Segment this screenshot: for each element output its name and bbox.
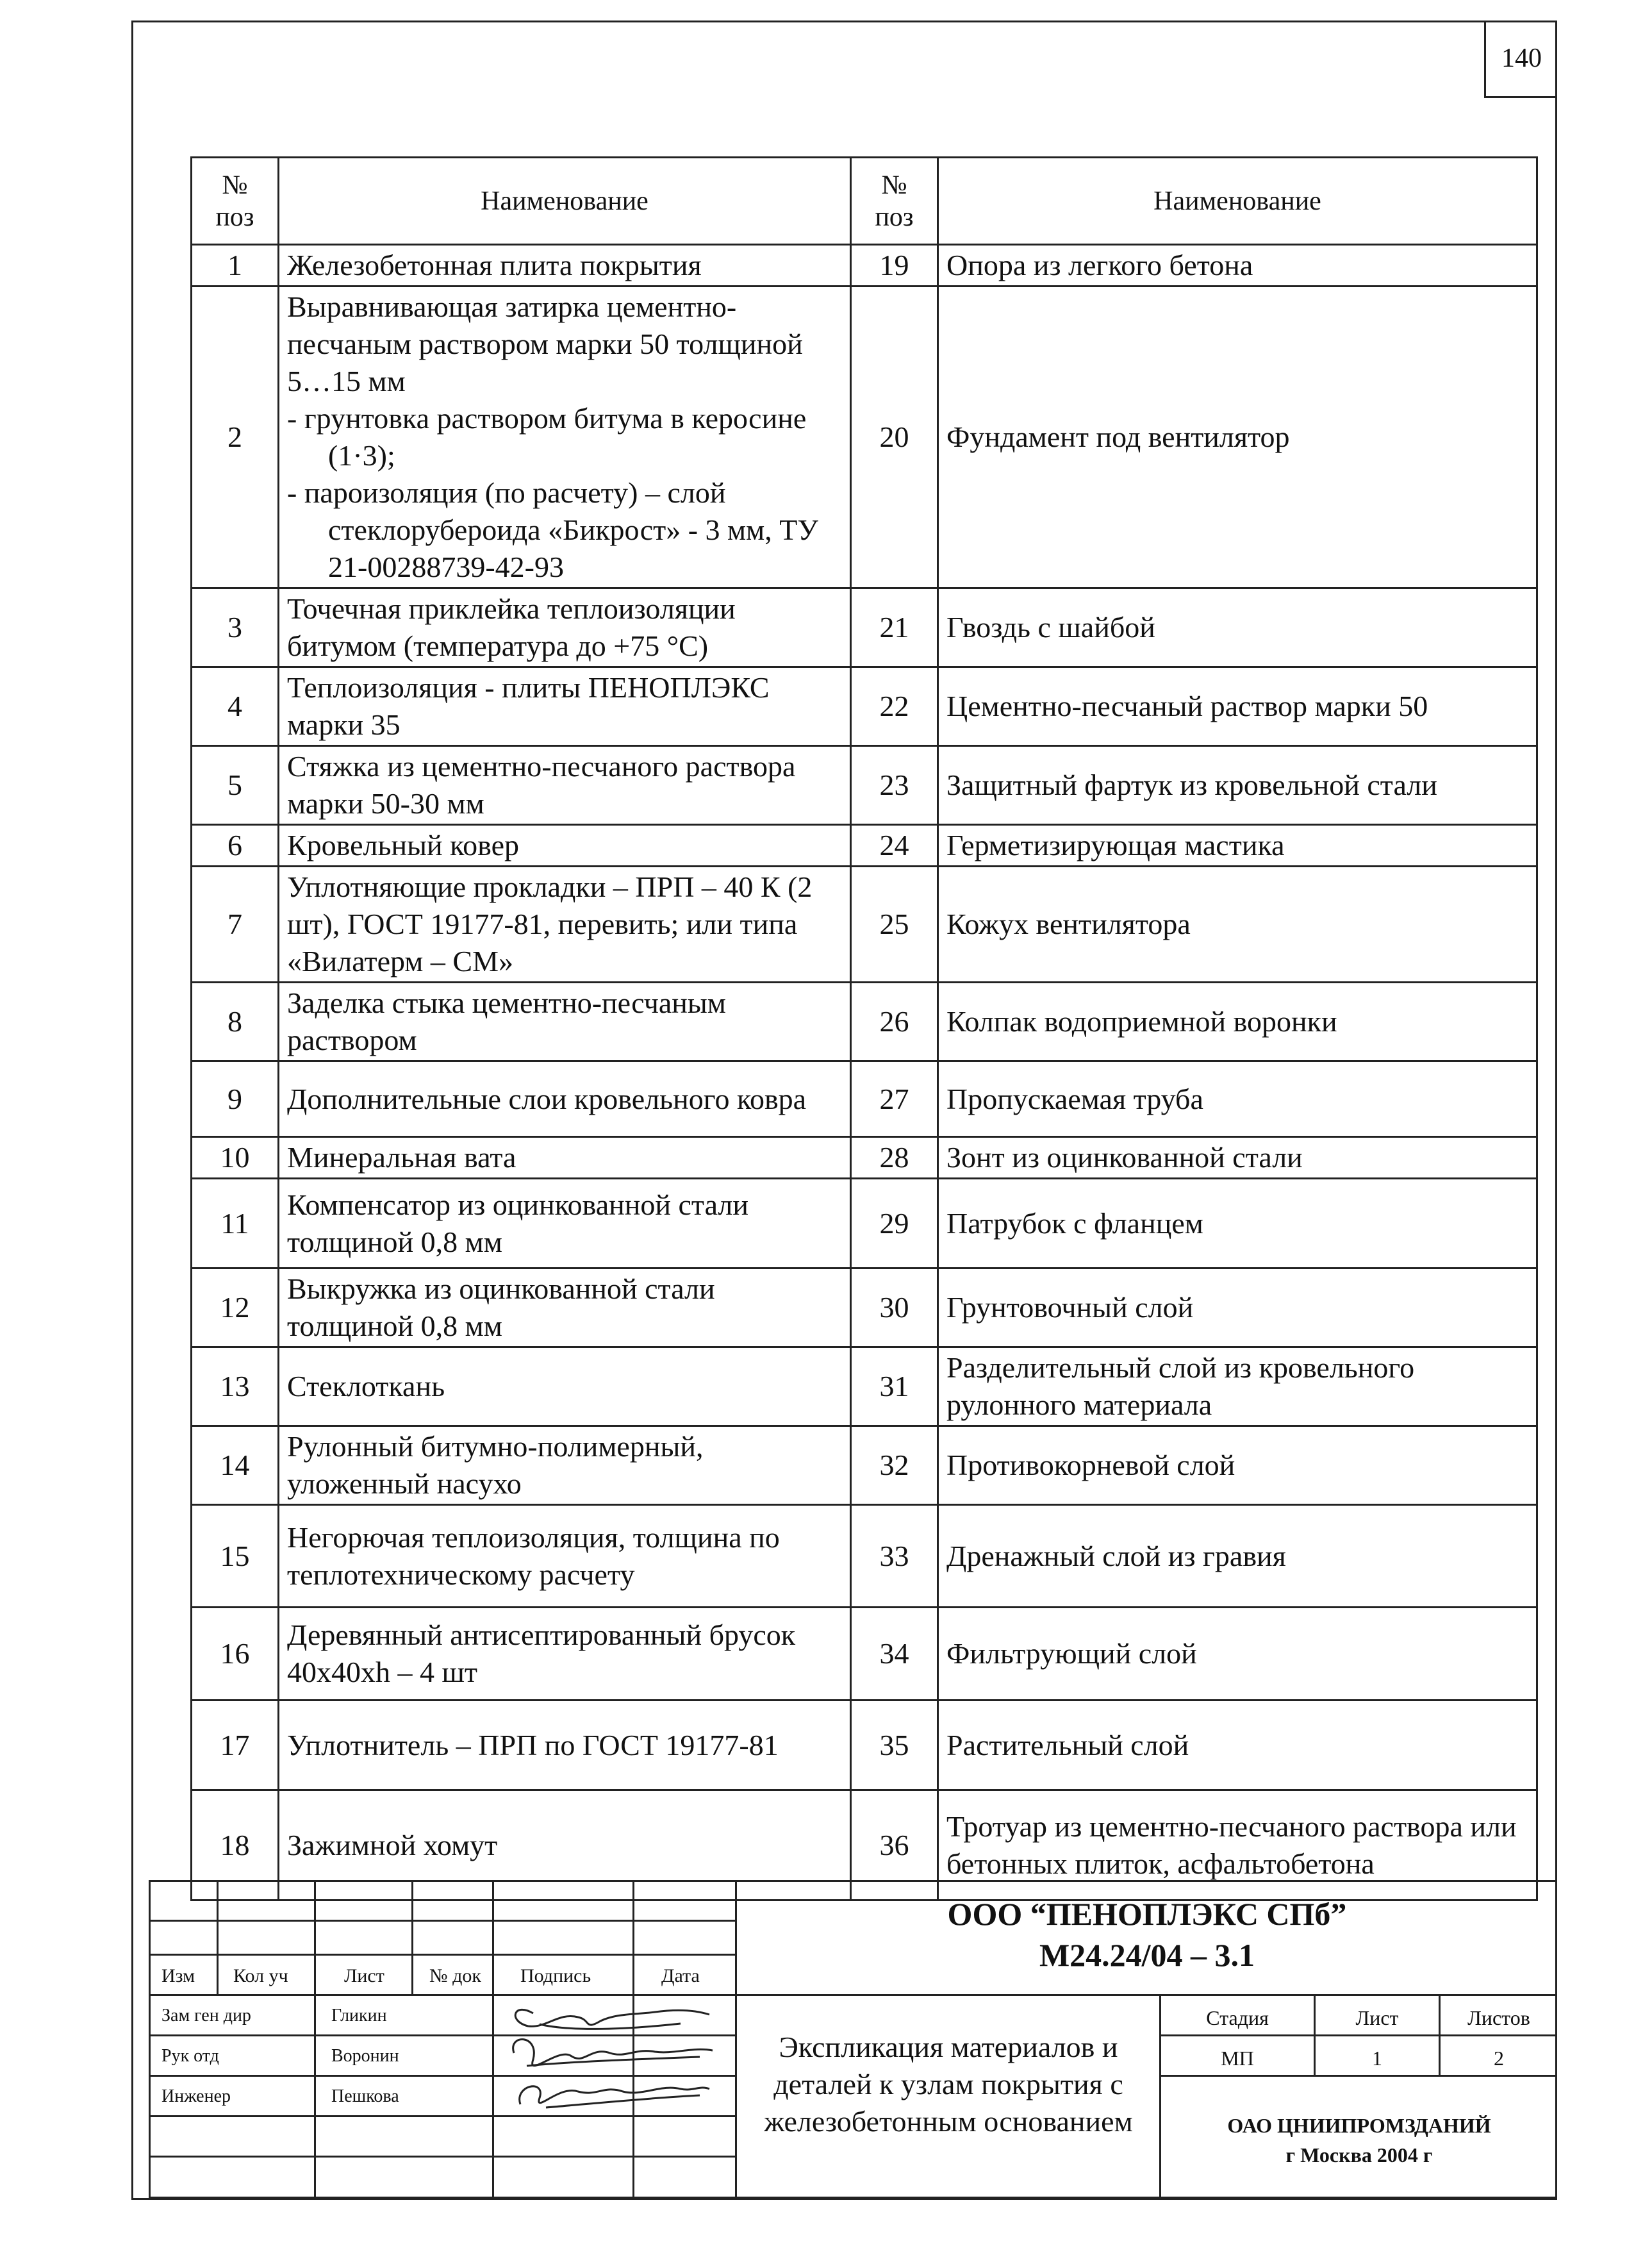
title-block <box>149 1880 1557 2199</box>
material-text-line: - грунтовка раствором битума в керосине (1·3); <box>287 402 807 472</box>
header-name-left: Наименование <box>279 158 851 245</box>
material-text-line: Гвоздь с шайбой <box>946 611 1155 644</box>
material-name <box>938 1179 1537 1268</box>
material-text-line: Дополнительные слои кровельного ковра <box>287 1082 807 1115</box>
pos-number: 27 <box>851 1061 938 1137</box>
table-row <box>192 287 1537 588</box>
col-data: Дата <box>661 1965 700 1986</box>
role-3: Инженер <box>161 2086 231 2106</box>
material-text-line: Пропускаемая труба <box>946 1082 1203 1115</box>
material-name <box>938 1137 1537 1179</box>
material-name <box>279 1137 851 1179</box>
material-text-line: Растительный слой <box>946 1728 1189 1761</box>
col-ndok: № док <box>429 1965 481 1986</box>
pos-number: 32 <box>851 1426 938 1505</box>
material-text-line: Теплоизоляция - плиты ПЕНОПЛЭКС марки 35 <box>287 671 770 741</box>
material-text-line: Патрубок с фланцем <box>946 1206 1203 1240</box>
table-row <box>192 245 1537 287</box>
material-name <box>279 1505 851 1608</box>
name-2: Воронин <box>331 2046 399 2066</box>
material-name <box>938 1061 1537 1137</box>
material-name <box>938 1608 1537 1701</box>
material-text-line: - пароизоляция (по расчету) – слой стеклорубероида «Бикрост» - 3 мм, ТУ 21-00288739-42-93 <box>287 476 818 583</box>
pos-number: 12 <box>192 1268 279 1347</box>
material-text-line: Компенсатор из оцинкованной стали толщиной 0,8 мм <box>287 1188 748 1258</box>
table-row <box>192 1608 1537 1701</box>
material-name <box>938 1505 1537 1608</box>
pos-number: 5 <box>192 746 279 825</box>
table-row <box>192 1061 1537 1137</box>
pos-number: 36 <box>851 1790 938 1900</box>
pos-number: 8 <box>192 983 279 1061</box>
pos-number: 19 <box>851 245 938 287</box>
stage-label: Стадия <box>1206 2006 1269 2029</box>
material-text-line: Деревянный антисептированный брусок 40х40хh – 4 шт <box>287 1618 796 1688</box>
material-name <box>938 1268 1537 1347</box>
material-text-line: Зонт из оцинкованной стали <box>946 1141 1303 1174</box>
table-row <box>192 867 1537 983</box>
material-name <box>279 588 851 667</box>
institute-name: ОАО ЦНИИПРОМЗДАНИЙ <box>1227 2114 1491 2137</box>
material-name <box>938 245 1537 287</box>
material-text-line: Рулонный битумно-полимерный, уложенный насухо <box>287 1430 704 1500</box>
pos-number: 18 <box>192 1790 279 1900</box>
col-izm: Изм <box>161 1965 195 1986</box>
table-row <box>192 1137 1537 1179</box>
material-name <box>279 825 851 867</box>
name-3: Пешкова <box>331 2086 399 2106</box>
pos-number: 26 <box>851 983 938 1061</box>
table-row <box>192 825 1537 867</box>
col-list: Лист <box>344 1965 384 1986</box>
material-text-line: Опора из легкого бетона <box>946 249 1253 281</box>
material-name <box>938 983 1537 1061</box>
materials-table <box>190 156 1538 1901</box>
material-text-line: Заделка стыка цементно-песчаным раствором <box>287 986 726 1056</box>
sheets-value: 2 <box>1494 2047 1504 2070</box>
pos-number: 11 <box>192 1179 279 1268</box>
col-podpis: Подпись <box>520 1965 591 1986</box>
name-1: Гликин <box>331 2006 387 2025</box>
pos-number: 23 <box>851 746 938 825</box>
material-name <box>279 1347 851 1426</box>
pos-number: 16 <box>192 1608 279 1701</box>
header-pos-left: № поз <box>192 158 279 245</box>
material-text-line: Тротуар из цементно-песчаного раствора или бетонных плиток, асфальтобетона <box>946 1809 1517 1880</box>
document-description: Экспликация материалов и деталей к узлам покрытия с железобетонным основанием <box>764 2031 1133 2138</box>
pos-number: 30 <box>851 1268 938 1347</box>
pos-number: 28 <box>851 1137 938 1179</box>
material-name <box>938 1426 1537 1505</box>
table-row <box>192 1347 1537 1426</box>
material-text-line: Колпак водоприемной воронки <box>946 1005 1337 1038</box>
material-name <box>279 1426 851 1505</box>
material-name <box>279 245 851 287</box>
material-text-line: Кожух вентилятора <box>946 908 1191 940</box>
material-name <box>279 667 851 746</box>
page-number: 140 <box>1484 21 1557 98</box>
material-name <box>279 1701 851 1790</box>
pos-number: 2 <box>192 287 279 588</box>
material-text-line: Стяжка из цементно-песчаного раствора марки 50-30 мм <box>287 750 796 820</box>
material-text-line: Железобетонная плита покрытия <box>287 249 702 281</box>
material-text-line: Герметизирующая мастика <box>946 829 1285 861</box>
material-text-line: Дренажный слой из гравия <box>946 1539 1286 1572</box>
pos-number: 34 <box>851 1608 938 1701</box>
pos-number: 4 <box>192 667 279 746</box>
header-name-right: Наименование <box>938 158 1537 245</box>
pos-number: 33 <box>851 1505 938 1608</box>
material-name <box>938 867 1537 983</box>
table-row <box>192 1701 1537 1790</box>
pos-number: 17 <box>192 1701 279 1790</box>
pos-number: 25 <box>851 867 938 983</box>
pos-number: 9 <box>192 1061 279 1137</box>
material-name <box>279 867 851 983</box>
pos-number: 10 <box>192 1137 279 1179</box>
pos-number: 22 <box>851 667 938 746</box>
material-name <box>279 287 851 588</box>
pos-number: 1 <box>192 245 279 287</box>
material-name <box>938 1701 1537 1790</box>
material-text-line: Кровельный ковер <box>287 829 520 861</box>
material-name <box>938 746 1537 825</box>
org-name: ООО “ПЕНОПЛЭКС СПб” <box>947 1896 1347 1932</box>
pos-number: 13 <box>192 1347 279 1426</box>
pos-number: 14 <box>192 1426 279 1505</box>
pos-number: 6 <box>192 825 279 867</box>
sheet-label: Лист <box>1355 2006 1399 2029</box>
material-name <box>279 1608 851 1701</box>
material-text-line: Зажимной хомут <box>287 1828 498 1861</box>
document-code: М24.24/04 – 3.1 <box>1039 1937 1255 1973</box>
material-name <box>279 746 851 825</box>
material-text-line: Цементно-песчаный раствор марки 50 <box>946 690 1428 722</box>
material-name <box>938 667 1537 746</box>
material-text-line: Фундамент под вентилятор <box>946 420 1290 453</box>
table-header-row <box>192 158 1537 245</box>
material-text-line: Уплотняющие прокладки – ПРП – 40 К (2 шт), ГОСТ 19177-81, перевить; или типа «Вилатерм – СМ» <box>287 870 813 977</box>
table-row <box>192 1179 1537 1268</box>
role-2: Рук отд <box>161 2046 219 2066</box>
header-pos-right: № поз <box>851 158 938 245</box>
material-name <box>938 287 1537 588</box>
material-text-line: Негорючая теплоизоляция, толщина по теплотехническому расчету <box>287 1520 780 1591</box>
pos-number: 35 <box>851 1701 938 1790</box>
material-text-line: Фильтрующий слой <box>946 1637 1197 1670</box>
material-name <box>938 825 1537 867</box>
material-text-line: Выкружка из оцинкованной стали толщиной 0,8 мм <box>287 1272 715 1342</box>
pos-number: 31 <box>851 1347 938 1426</box>
material-text-line: Стеклоткань <box>287 1370 445 1402</box>
material-name <box>279 1179 851 1268</box>
table-row <box>192 746 1537 825</box>
material-text-line: Выравнивающая затирка цементно-песчаным раствором марки 50 толщиной 5…15 мм <box>287 290 803 397</box>
material-text-line: Противокорневой слой <box>946 1449 1235 1481</box>
sheets-label: Листов <box>1467 2006 1530 2029</box>
sheet-value: 1 <box>1372 2047 1382 2070</box>
pos-number: 20 <box>851 287 938 588</box>
material-text-line: Уплотнитель – ПРП по ГОСТ 19177-81 <box>287 1728 779 1761</box>
pos-number: 7 <box>192 867 279 983</box>
table-row <box>192 667 1537 746</box>
role-1: Зам ген дир <box>161 2006 251 2025</box>
pos-number: 29 <box>851 1179 938 1268</box>
institute-city-year: г Москва 2004 г <box>1285 2143 1433 2166</box>
pos-number: 24 <box>851 825 938 867</box>
pos-number: 15 <box>192 1505 279 1608</box>
col-kol-uch: Кол уч <box>233 1965 288 1986</box>
material-name <box>279 983 851 1061</box>
pos-number: 3 <box>192 588 279 667</box>
material-name <box>279 1061 851 1137</box>
material-name <box>938 1347 1537 1426</box>
table-row <box>192 1505 1537 1608</box>
material-text-line: Точечная приклейка теплоизоляции битумом (температура до +75 °С) <box>287 592 736 662</box>
pos-number: 21 <box>851 588 938 667</box>
table-row <box>192 983 1537 1061</box>
material-text-line: Разделительный слой из кровельного рулонного материала <box>946 1351 1415 1421</box>
table-row <box>192 588 1537 667</box>
material-text-line: Минеральная вата <box>287 1141 516 1174</box>
table-row <box>192 1268 1537 1347</box>
signatures-image <box>488 1995 732 2124</box>
table-row <box>192 1426 1537 1505</box>
stage-value: МП <box>1221 2047 1254 2070</box>
material-name <box>279 1268 851 1347</box>
material-name <box>938 588 1537 667</box>
material-text-line: Защитный фартук из кровельной стали <box>946 769 1437 801</box>
material-text-line: Грунтовочный слой <box>946 1291 1194 1324</box>
